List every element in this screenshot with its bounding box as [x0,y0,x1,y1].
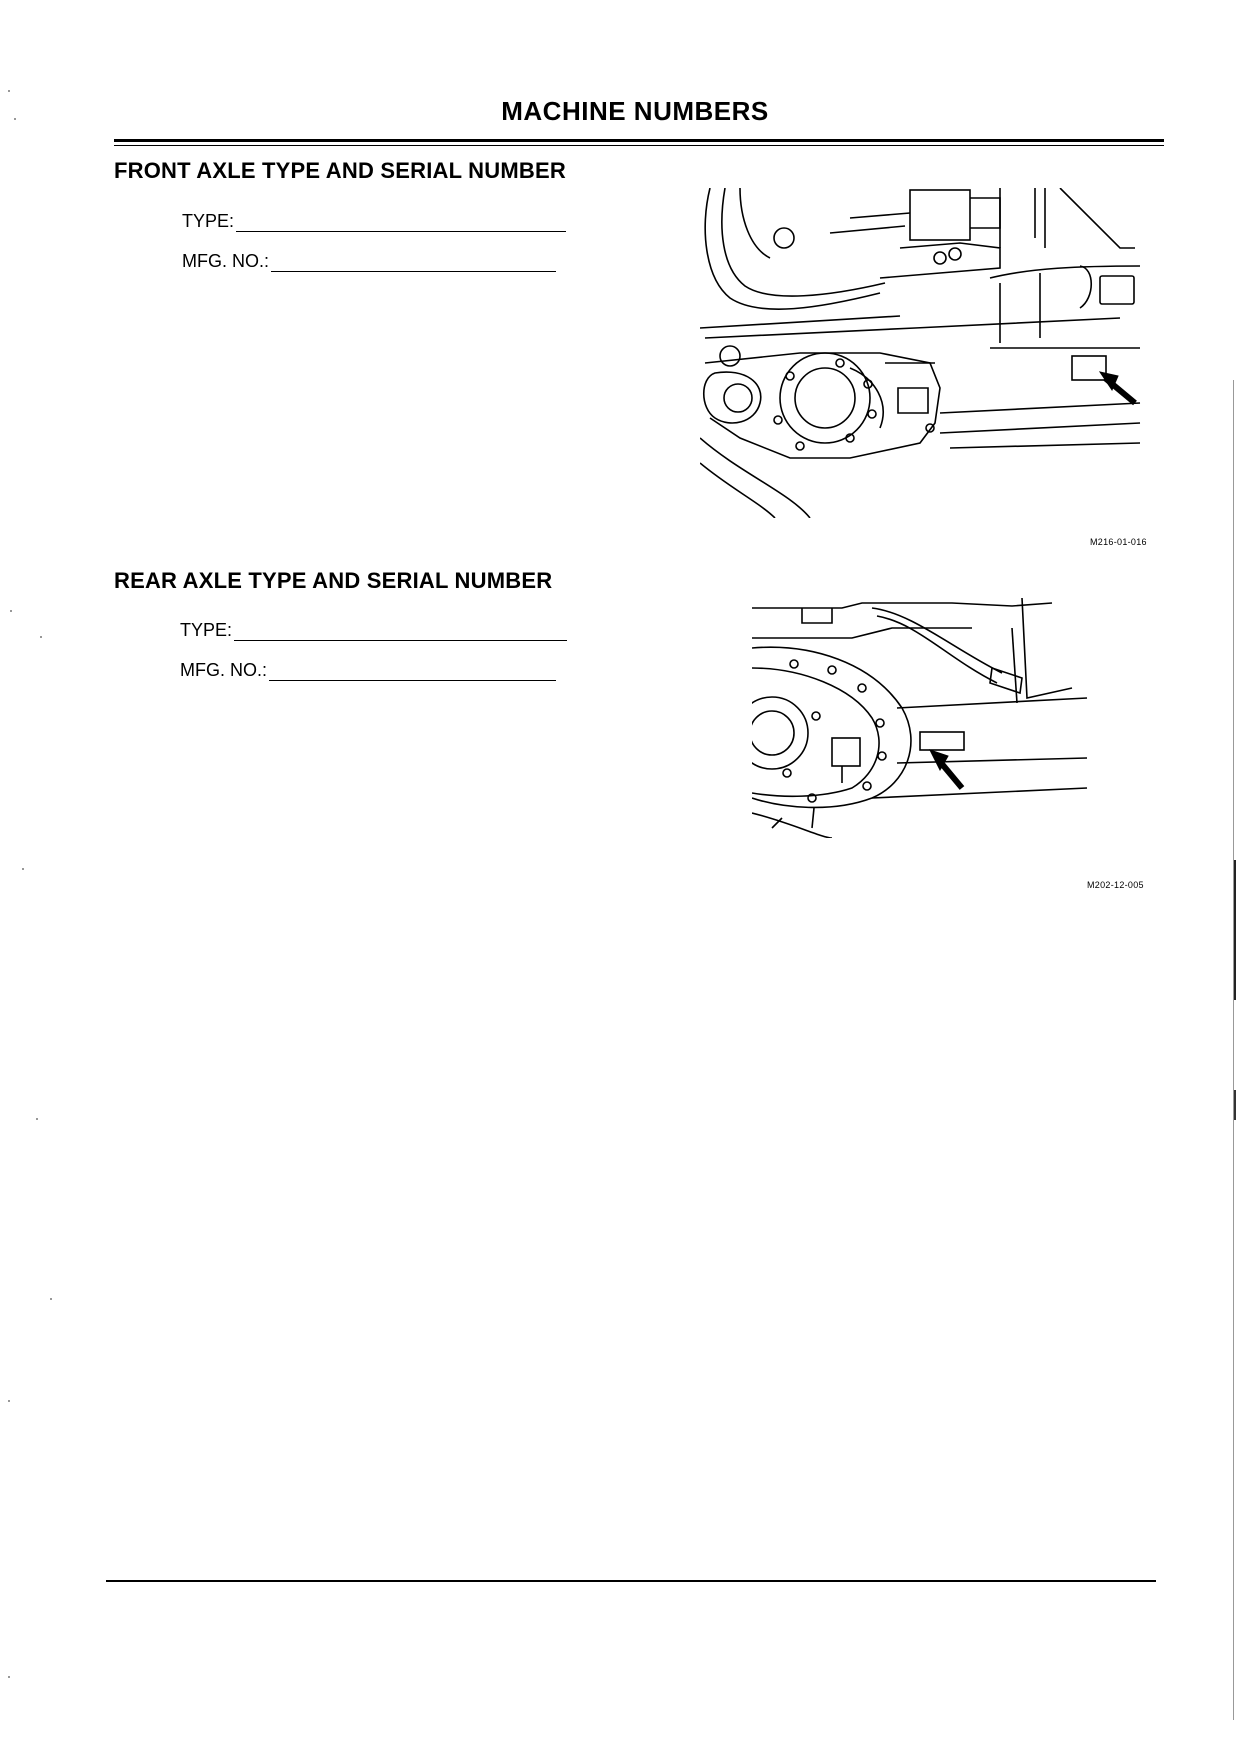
front-axle-heading: FRONT AXLE TYPE AND SERIAL NUMBER [114,158,566,183]
front-type-label: TYPE: [182,211,235,231]
scan-speck [50,1298,52,1300]
footer-rule [106,1580,1156,1582]
scan-speck [22,868,24,870]
rear-type-label: TYPE: [180,620,233,640]
scan-speck [8,1676,10,1678]
front-mfg-label: MFG. NO.: [182,251,269,271]
rear-axle-heading: REAR AXLE TYPE AND SERIAL NUMBER [114,568,553,593]
scan-speck [8,1400,10,1402]
title-rule [114,139,1164,142]
rear-figure-code: M202-12-005 [1087,880,1144,890]
scan-speck [10,610,12,612]
scan-edge-mark [1234,860,1236,1000]
page-title: MACHINE NUMBERS [501,96,769,126]
title-rule-thin [114,145,1164,146]
scan-speck [40,636,42,638]
front-mfg-blank [271,270,556,272]
front-type-field [182,211,566,232]
rear-mfg-blank [269,679,556,681]
front-axle-illustration [700,188,1145,518]
rear-mfg-field [180,660,556,681]
rear-mfg-label: MFG. NO.: [180,660,267,680]
front-mfg-field [182,251,556,272]
scan-speck [8,90,10,92]
scan-edge-mark-2 [1234,1090,1236,1120]
rear-type-blank [234,639,567,641]
scan-edge-line [1233,380,1234,1720]
front-figure-code: M216-01-016 [1090,537,1147,547]
rear-axle-illustration [752,598,1088,838]
scan-speck [36,1118,38,1120]
rear-type-field [180,620,567,641]
scan-speck [14,118,16,120]
front-type-blank [236,230,566,232]
